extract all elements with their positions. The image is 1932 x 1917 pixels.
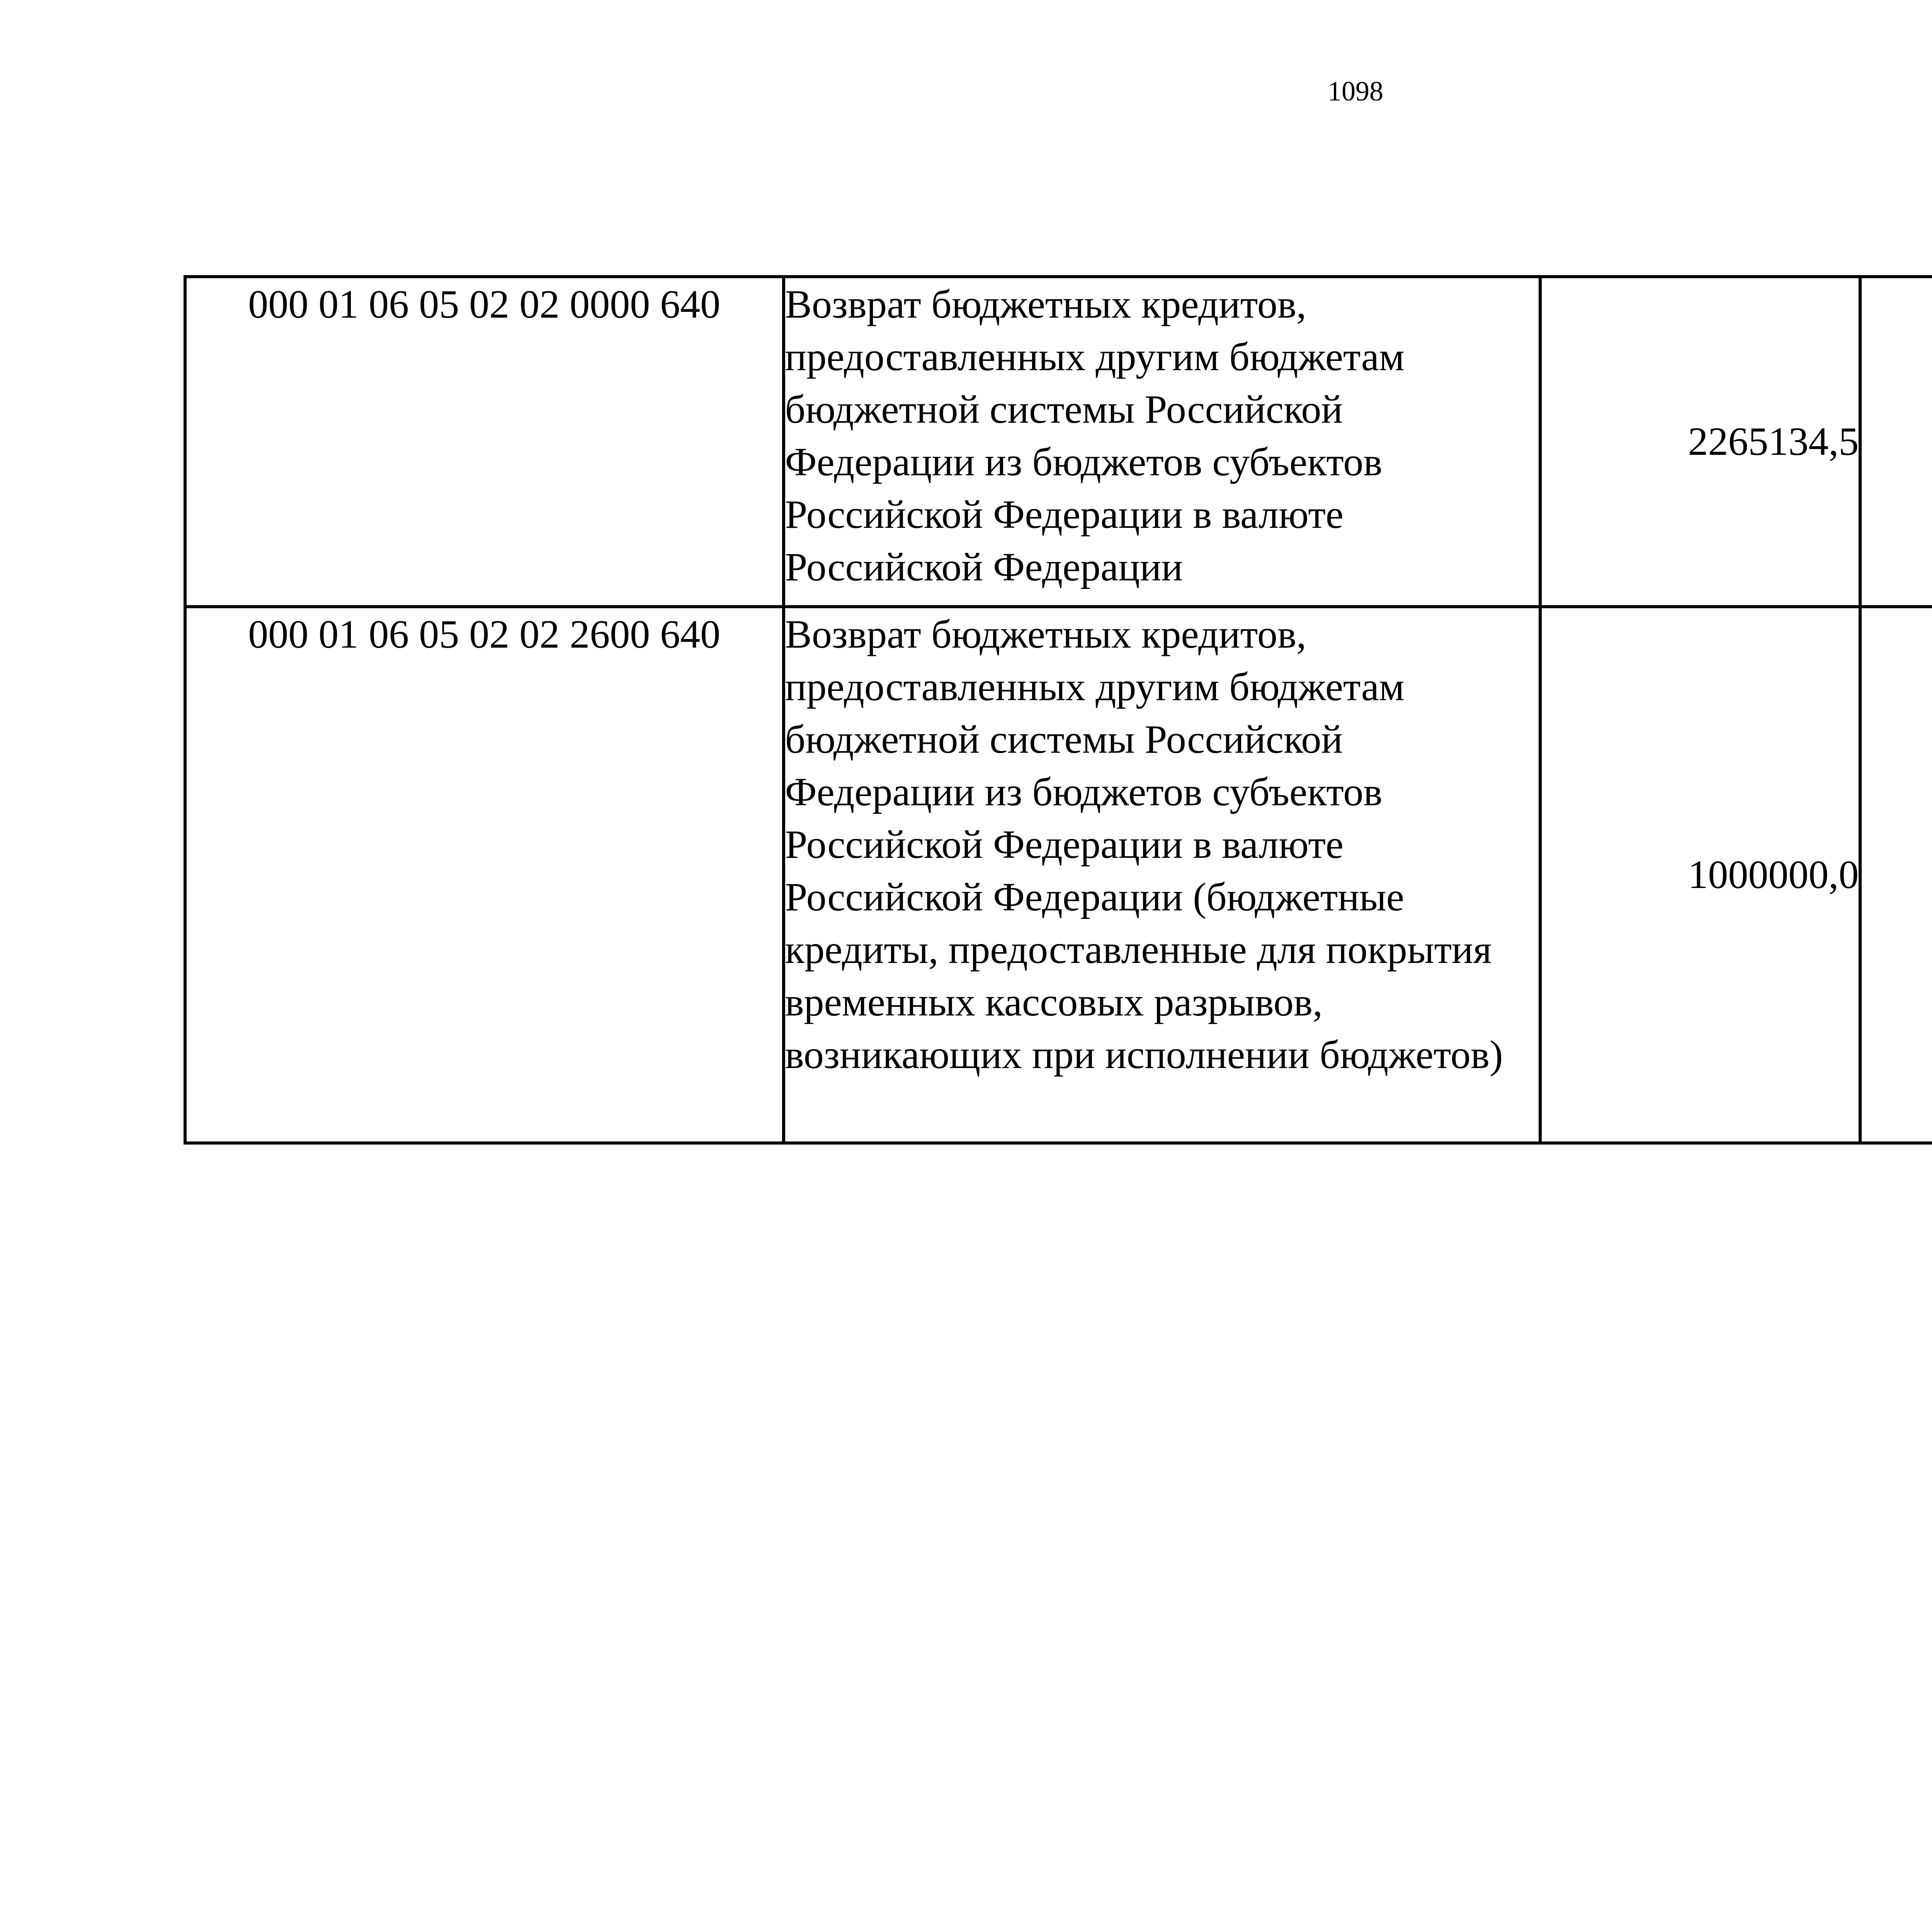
budget-table (184, 275, 1932, 1145)
page-number: 1098 (1328, 76, 1383, 107)
classification-code-cell: 000 01 06 05 02 02 0000 640 (185, 277, 784, 607)
amount-cell: 1000000,0 (1540, 607, 1860, 1143)
table-row (185, 607, 1932, 1143)
classification-code-cell: 000 01 06 05 02 02 2600 640 (185, 607, 784, 1143)
description-cell: Возврат бюджетных кредитов, предоставленных другим бюджетам бюджетной системы Российской Федерации из бюджетов субъектов Российской Федерации в валюте Российской Федерации (бюджетные кредиты, предоставленные для покрытия временных кассовых разрывов, возникающих при исполнении бюджетов) (784, 607, 1541, 1143)
description-cell: Возврат бюджетных кредитов, предоставленных другим бюджетам бюджетной системы Российской Федерации из бюджетов субъектов Российской Федерации в валюте Российской Федерации (784, 277, 1541, 607)
amount-cell: 2265134,5 (1540, 277, 1860, 607)
table-row (185, 277, 1932, 607)
amount-cell (1860, 607, 1932, 1143)
amount-cell (1860, 277, 1932, 607)
